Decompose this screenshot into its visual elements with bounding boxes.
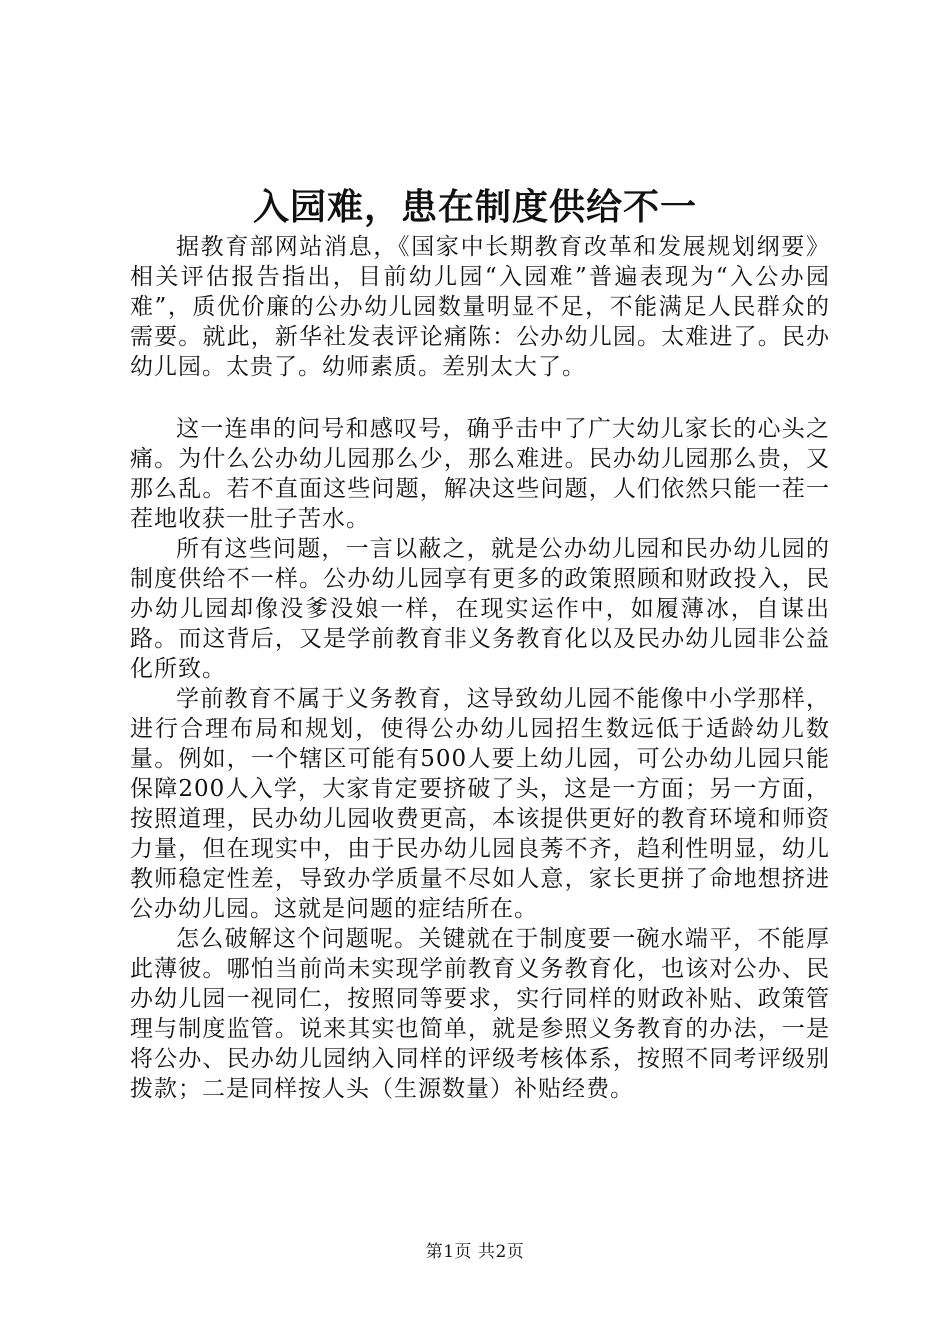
page-title: 入园难，患在制度供给不一 [252,186,697,228]
paragraph-2: 这一连串的问号和感叹号，确乎击中了广大幼儿家长的心头之痛。为什么公办幼儿园那么少，那么难进。民办幼儿园那么贵，又那么乱。若不直面这些问题，解决这些问题，人们依然只能一茬一茬地收获一肚子苦水。 [130,416,830,532]
paragraph-3: 所有这些问题，一言以蔽之，就是公办幼儿园和民办幼儿园的制度供给不一样。公办幼儿园享有更多的政策照顾和财政投入，民办幼儿园却像没爹没娘一样，在现实运作中，如履薄冰，自谋出路。而这背后，又是学前教育非义务教育化以及民办幼儿园非公益化所致。 [130,536,830,682]
paragraph-4: 学前教育不属于义务教育，这导致幼儿园不能像中小学那样，进行合理布局和规划，使得公办幼儿园招生数远低于适龄幼儿数量。例如，一个辖区可能有500人要上幼儿园，可公办幼儿园只能保障200人入学，大家肯定要挤破了头，这是一方面；另一方面，按照道理，民办幼儿园收费更高，本该提供更好的教育环境和师资力量，但在现实中，由于民办幼儿园良莠不齐，趋利性明显，幼儿教师稳定性差，导致办学质量不尽如人意，家长更拼了命地想挤进公办幼儿园。这就是问题的症结所在。 [130,686,830,922]
page-footer: 第1页 共2页 [425,1242,525,1262]
article-body [130,232,830,1104]
paragraph-1: 据教育部网站消息，《国家中长期教育改革和发展规划纲要》相关评估报告指出，目前幼儿园“入园难”普遍表现为“入公办园难”，质优价廉的公办幼儿园数量明显不足，不能满足人民群众的需要。就此，新华社发表评论痛陈：公办幼儿园。太难进了。民办幼儿园。太贵了。幼师素质。差别太大了。 [130,234,830,380]
paragraph-5: 怎么破解这个问题呢。关键就在于制度要一碗水端平，不能厚此薄彼。哪怕当前尚未实现学前教育义务教育化，也该对公办、民办幼儿园一视同仁，按照同等要求，实行同样的财政补贴、政策管理与制度监管。说来其实也简单，就是参照义务教育的办法，一是将公办、民办幼儿园纳入同样的评级考核体系，按照不同考评级别拨款；二是同样按人头（生源数量）补贴经费。 [130,926,830,1102]
